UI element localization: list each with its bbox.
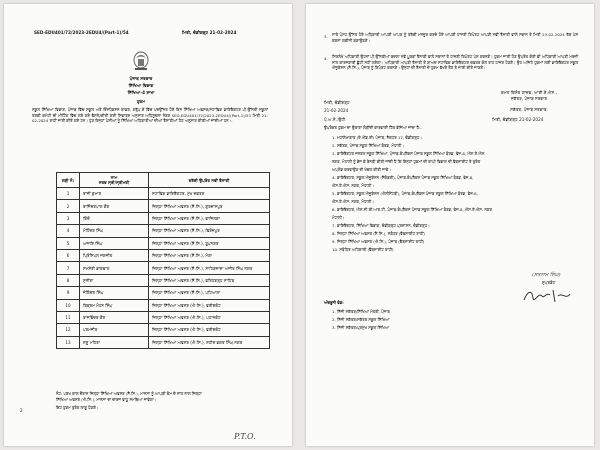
posting-cell: ਜ਼ਿਲ੍ਹਾ ਸਿੱਖਿਆ ਅਫਸਰ (ਸੈ.ਸਿ.), ਫਤਿਹਗੜ੍ਹ ਸਾਹਿਬ xyxy=(149,274,270,286)
internal-copy-item: 3. ਨਿੱਜੀ ਸਕੱਤਰ/ਪ੍ਰਮੁੱਖ ਸਕੂਲ ਸਿੱਖਿਆ xyxy=(332,325,390,330)
serial-cell: 3 xyxy=(57,212,80,224)
page-number: 2 xyxy=(20,408,23,413)
copy-list-item: 3. ਡਾਇਰੈਕਟਰ ਜਨਰਲ ਸਕੂਲ ਸਿੱਖਿਆ, ਪੰਜਾਬ-ਕੰਪਲੈਕਸ ਪੰਜਾਬ ਸਕੂਲ ਸਿੱਖਿਆ ਬੋਰਡ, ਫੇਜ਼-8, ਐਸ.ਏ.ਐਸ. xyxy=(332,151,486,156)
col-posting-header: ਤਰੱਕੀ ਉਪਰੰਤ ਨਵੀਂ ਤੈਨਾਤੀ xyxy=(149,173,270,188)
name-cell: ਬਿਕ੍ਰਮ ਮੋਹਨ ਸਿੰਘ xyxy=(80,299,149,311)
name-cell: ਜੋਗਿੰਦਰ ਸਿੰਘ xyxy=(80,287,149,299)
serial-cell: 11 xyxy=(57,311,80,323)
posting-cell: ਜ਼ਿਲ੍ਹਾ ਸਿੱਖਿਆ ਅਫਸਰ (ਐ.ਸਿ.), ਪਠਾਨਕੋਟ xyxy=(149,311,270,323)
posting-cell: ਜ਼ਿਲ੍ਹਾ ਸਿੱਖਿਆ ਅਫਸਰ (ਐ.ਸਿ.), ਫਰੀਦਕੋਟ xyxy=(149,324,270,336)
table-row xyxy=(57,212,270,224)
reference-date: ਮਿਤੀ, ਚੰਡੀਗੜ੍ਹ 21-02-2024 xyxy=(182,30,237,35)
copy-list-item: ਐਸ.ਏ.ਐਸ. ਨਗਰ, ਮੋਹਾਲੀ। xyxy=(332,183,374,188)
table-row xyxy=(57,200,270,212)
paragraph-3: ਸਾਰੇ ਪੋਸਟ-ਉੱਨਤ ਹੋਏ ਅਧਿਕਾਰੀ ਆਪਣੀ ਆਪਣ ਨੂੰ ਤਰੱਕੀ ਮਨਜ਼ੂਰ ਕਰਦੇ ਹੋਏ ਆਪਣੀ ਹਾਜ਼ਰੀ ਰਿਪੋਰਟ ਆਪਣੀ ਨਵੀਂ ਤੈਨਾਤੀ ਵਾਲੇ ਸਥਾਨ ਤੇ ਮਿਤੀ 23-02-2024 ਤੱਕ ਪੇਸ਼ ਕਰਨਾ ਯਕੀਨੀ ਬਣਾਉਣਗੇ। xyxy=(332,32,578,43)
order-heading: ਹੁਕਮ xyxy=(136,99,146,104)
name-cell: ਮੋਹਿੰਦਰ ਸਿੰਘ xyxy=(80,225,149,237)
copy-intro: ਉਪਰੋਕਤ ਹੁਕਮ ਦਾ ਉਤਾਰਾ ਲੋੜੀਂਦੀ ਕਾਰਵਾਈ ਹਿੱਤ ਭੇਜਿਆ ਜਾਂਦਾ ਹੈ:- xyxy=(324,125,422,130)
copy-list-item: 6. ਡਾਇਰੈਕਟਰ, ਐਸ.ਸੀ.ਈ.ਆਰ.ਟੀ. ਪੰਜਾਬ-ਕੰਪਲੈਕਸ ਪੰਜਾਬ ਸਕੂਲ ਸਿੱਖਿਆ ਬੋਰਡ, ਫੇਜ਼-8, ਐਸ.ਏ.ਐਸ. ਨਗਰ xyxy=(332,207,492,212)
serial-cell: 1 xyxy=(57,188,80,200)
table-row xyxy=(57,287,270,299)
name-cell: ਪ੍ਰਿੰਸਿਪਲ ਜਗਜੀਤ xyxy=(80,249,149,261)
posting-cell: ਜ਼ਿਲ੍ਹਾ ਸਿੱਖਿਆ ਅਫਸਰ (ਐ.ਸਿ.), ਸ਼ਹੀਦ ਭਗਤ ਸਿੰਘ ਨਗਰ xyxy=(149,336,270,348)
name-cell: ਰਾਜੀ ਕੁਮਾਰ xyxy=(80,188,149,200)
posting-cell: ਜ਼ਿਲ੍ਹਾ ਸਿੱਖਿਆ ਅਫਸਰ (ਸੈ.ਸਿ.), ਗੁਰਦਾਸਪੁਰ xyxy=(149,200,270,212)
margin-numeral-4: 4. xyxy=(324,56,328,61)
department-label: ਸਿੱਖਿਆ ਵਿਭਾਗ xyxy=(128,83,154,88)
table-header-row xyxy=(57,173,270,188)
serial-cell: 4 xyxy=(57,225,80,237)
table-row xyxy=(57,249,270,261)
reference-number: SED-EDU401/72/2023-2EDU4/(Part-1)/54 xyxy=(34,30,129,35)
signatory-title: ਸਕੱਤਰ, ਪੰਜਾਬ ਸਰਕਾਰ xyxy=(510,96,548,101)
posting-cell: ਜ਼ਿਲ੍ਹਾ ਸਿੱਖਿਆ ਅਫਸਰ (ਸੈ.ਸਿ.), ਸਾਹਿਬਜ਼ਾਦਾ ਅਜੀਤ ਸਿੰਘ ਨਗਰ xyxy=(149,262,270,274)
serial-cell: 7 xyxy=(57,262,80,274)
posting-cell: ਜ਼ਿਲ੍ਹਾ ਸਿੱਖਿਆ ਅਫਸਰ (ਸੈ.ਸਿ.), ਫਾਜ਼ਿਲਕਾ xyxy=(149,212,270,224)
col-name-header: ਨਾਮ ਸਰਵ ਸ੍ਰੀ/ਸ੍ਰੀਮਤੀ xyxy=(80,173,149,188)
name-cell: ਰਾਜਿੰਦਰਪਾਲ ਕੌਰ xyxy=(80,200,149,212)
table-row xyxy=(57,311,270,323)
serial-cell: 2 xyxy=(57,200,80,212)
paragraph-4: ਸਿਰਲੇਖੇ ਅਧਿਕਾਰੀ ਉਹਨਾਂ ਪੀ-ਉੱਨਤੀਆਂ ਬਦਲਾ ਨਵੇਂ ਪੂਰਬਾਂ ਤੈਨਾਤੀ ਵਾਲੇ ਸਥਾਨਾਂ ਤੇ ਹਾਜ਼ਰੀ ਰਿਪੋਰਟ ਪੇਸ਼ ਕਰਨਗੇ। ਹੁਕਮ ਜਾਰੀ ਹੋਣ ਉਪਰੰਤ ਕੋਈ ਵੀ ਅਧਿਕਾਰੀ ਆਪਣੀ ਮਰਜ਼ੀ ਨਾਲ ਕਾਰਜਕਾਰੀ ਛੁੱਟੀ ਨਹੀਂ ਲਏਗਾ। ਅਧਿਕਾਰੀ ਆਪਣੀ ਤੈਨਾਤੀ ਤੋਂ ਬਾਅਦ ਸਟਾਫਿਕ ਡਾਇਰੈਕਟਰ ਦਫ਼ਤਰ ਕੋਲ ਰਾਹ ਹਾਜ਼ਰ ਹੋਣਗੇ। ਉਹ ਅਜਿਹੇ ਹੁਕਮਾਂ ਲਈ ਡਾਇਰੈਕਟਰ ਸਕੂਲ ਐਜੂਕੇਸ਼ਨ (ਸੈ.ਸਿ.), ਪੰਜਾਬ ਨੂੰ ਰਿਪੋਰਟ ਕਰਨਗੇ। ਉਨ੍ਹਾਂ ਦੀ ਤੈਨਾਤੀ ਦੇ ਹੁਕਮ ਵੱਖਰੇ ਤੌਰ ਤੇ ਜਾਰੀ ਕੀਤੇ ਜਾਣਗੇ। xyxy=(332,54,578,71)
footnote-line-2: ਸਿੱਖਿਆ ਅਫਸਰ (ਐ.ਸਿ.), ਮਾਨਸਾ ਦਾ ਚਾਰਜ ਵਾਧੂ ਸਮਝਿਆ ਜਾਵੇਗਾ। xyxy=(56,397,157,402)
endorse-place: ਮਿਤੀ, ਚੰਡੀਗੜ੍ਹ xyxy=(324,100,350,105)
government-label: ਪੰਜਾਬ ਸਰਕਾਰ xyxy=(129,76,153,81)
internal-copy-item: 2. ਨਿੱਜੀ ਸਕੱਤਰ/ਸਕੱਤਰ ਸਕੂਲ ਸਿੱਖਿਆ xyxy=(332,317,390,322)
copy-list-item: 5. ਡਾਇਰੈਕਟਰ, ਸਕੂਲ ਐਜੂਕੇਸ਼ਨ (ਐਲੀਮੈਂਟਰੀ), ਪੰਜਾਬ-ਕੰਪਲੈਕਸ ਪੰਜਾਬ ਸਕੂਲ ਸਿੱਖਿਆ ਬੋਰਡ, ਫੇਜ਼-8, xyxy=(332,191,478,196)
copy-list-item: 2. ਸਕੱਤਰ, ਪੰਜਾਬ ਸਕੂਲ ਸਿੱਖਿਆ ਬੋਰਡ, ਮੋਹਾਲੀ। xyxy=(332,143,404,148)
name-cell: ਰਾਜਵਿੰਦਰ ਕੌਰ xyxy=(80,311,149,323)
footnote-line-1: ਨੋਟ: ਪਰਖ ਕਾਲ ਦੌਰਾਨ ਜ਼ਿਲ੍ਹਾ ਸਿੱਖਿਆ ਅਫਸਰ (ਸੈ.ਸਿ.), ਮਾਨਸਾ ਨੂੰ ਆਪਣੀ ਕੰਮ ਦੇ ਨਾਲ ਨਾਲ ਜ਼ਿਲ੍ਹਾ xyxy=(56,391,202,396)
government-emblem-icon xyxy=(130,49,152,73)
posting-cell: ਜ਼ਿਲ੍ਹਾ ਸਿੱਖਿਆ ਅਫਸਰ (ਸੈ.ਸਿ.), ਰੂਪਨਗਰ xyxy=(149,237,270,249)
margin-numeral-3: 3. xyxy=(324,34,328,39)
serial-cell: 6 xyxy=(57,249,80,261)
serial-cell: 9 xyxy=(57,287,80,299)
signature-title: ਸੁਪਰਡੰਟ xyxy=(542,280,556,285)
signatory-title-2: ਸਕੱਤਰ, ਪੰਜਾਬ ਸਰਕਾਰ, xyxy=(510,107,548,112)
posting-cell: ਜ਼ਿਲ੍ਹਾ ਸਿੱਖਿਆ ਅਫਸਰ (ਸੈ.ਸਿ.), ਮੋਗਾ xyxy=(149,249,270,261)
serial-cell: 10 xyxy=(57,299,80,311)
serial-cell: 13 xyxy=(57,336,80,348)
endorse-number-date: ਮਿਤੀ, ਚੰਡੀਗੜ੍ਹ 21-02-2024 xyxy=(492,117,544,122)
right-page xyxy=(306,4,594,446)
endorse-date: 21-02-2024 xyxy=(324,108,349,113)
table-row xyxy=(57,225,270,237)
table-row xyxy=(57,262,270,274)
posting-cell: ਸਟਾਫਿਕ ਡਾਇਰੈਕਟਰ, ਮੁੱਖ ਦਫ਼ਤਰ xyxy=(149,188,270,200)
table-row xyxy=(57,299,270,311)
table-row xyxy=(57,324,270,336)
internal-copy-item: 1. ਨਿੱਜੀ ਸਕੱਤਰ/ਸਿੱਖਿਆ ਮੰਤਰੀ, ਪੰਜਾਬ xyxy=(332,309,390,314)
serial-cell: 5 xyxy=(57,237,80,249)
name-cell: ਗਿੰਦੋ xyxy=(80,212,149,224)
order-paragraph: ਸਕੂਲ ਸਿੱਖਿਆ ਵਿਭਾਗ, ਪੰਜਾਬ ਵਿੱਚ ਸਕੂਲ ਅਤੇ ਇੰਸਪੈਕਸ਼ਨ ਕਾਡਰ, ਗਰੁੱਪ-ਏ ਵਿੱਚ ਪਦਉੱਨਤ ਹੋਏ ਇਸ ਸਿੱਖਿਆ ਅਫਸਰ/ਸਟਾਫਿਕ ਡਾਇਰੈਕਟਰ ਪੀ-ਉੱਨਤੀ ਸਕੂਲਾਂ ਤਰਕੀ ਕਮੇਟੀ ਦੀ ਮੀਟਿੰਗ ਵਿੱਚ ਲਏ ਗਏ ਫੈਸਲੇ/ਕੀਤੀ ਗਈ ਸਿਫਾਰਸ਼ ਅਨੁਸਾਰ ਅਧਿਸੂਚਨਾ ਨੰਬਰ SED-EDU401/72/2023-2EDU4/(Part-1)/53 ਮਿਤੀ 21-02-2024 ਰਾਹੀਂ ਜਾਰੀ ਕੀਤੇ ਗਏ ਹਨ। ਹੁਣ ਇਨ੍ਹਾਂ ਪੇਸ਼ੀਆਂ ਨੂੰ ਸਿੱਖਿਆ ਅਧਿਕਾਰੀਆਂ ਦੀਆਂ ਤੈਨਾਤੀਆਂ ਹੇਠ ਅਨੁਸਾਰ ਕੀਤੀਆਂ ਜਾਂਦੀਆਂ ਹਨ :- xyxy=(32,107,268,124)
serial-cell: 8 xyxy=(57,274,80,286)
table-row xyxy=(57,188,270,200)
col-serial-header: ਲੜੀ ਨੰ: xyxy=(57,173,80,188)
signature-name: (ਸਤਨਾਮ ਸਿੰਘ) xyxy=(532,272,561,278)
name-cell: ਅਜਾਇ ਸਿੰਘ xyxy=(80,237,149,249)
left-page xyxy=(4,4,292,446)
posting-cell: ਜ਼ਿਲ੍ਹਾ ਸਿੱਖਿਆ ਅਫਸਰ (ਐ.ਸਿ.), ਫਰੀਦਕੋਟ xyxy=(149,299,270,311)
table-row xyxy=(57,237,270,249)
table-row xyxy=(57,274,270,286)
copy-list-item: ਅਪਲੋਡ ਕਰਵਾਉਣ ਦੀ ਖੇਚਲ ਕੀਤੀ ਜਾਵੇ। xyxy=(332,167,391,172)
footnote-line-3: ਇਹ ਹੁਕਮ ਤੁਰੰਤ ਲਾਗੂ ਹੋਣਗੇ। xyxy=(56,405,99,410)
copy-list-item: 8. ਜ਼ਿਲ੍ਹਾ ਸਿੱਖਿਆ ਅਫਸਰ (ਸੈ.ਸਿ.), ਸਬੰਧਤ (ਵੈਬਸਾਈਟ ਰਾਹੀਂ) xyxy=(332,231,425,236)
signatory-name: ਕਮਲ ਕਿਸ਼ੋਰ ਯਾਦਵ, ਆਈ.ਏ.ਐਸ., xyxy=(501,90,557,95)
copy-list-item: 1. ਮਹਾਂਲੇਖਾਕਾਰ (ਏ.ਐਂਡ.ਈ) ਪੰਜਾਬ, ਸੈਕਟਰ 17, ਚੰਡੀਗੜ੍ਹ। xyxy=(332,135,422,140)
copy-list-item: ਮੋਹਾਲੀ। xyxy=(332,215,345,220)
internal-copy-heading: ਅੰਦਰੂਨੀ ਵੰਡ: xyxy=(324,300,344,305)
copy-list-item: 9. ਜ਼ਿਲ੍ਹਾ ਸਿੱਖਿਆ ਅਫਸਰ (ਐ.ਸਿ.), ਪੰਜਾਬ (ਵੈਬਸਾਈਟ ਰਾਹੀਂ) xyxy=(332,239,425,244)
copy-list-item: ਨਗਰ, ਮੋਹਾਲੀ ਨੂੰ ਭੇਜ ਕੇ ਬੇਨਤੀ ਕੀਤੀ ਜਾਂਦੀ ਹੈ ਕਿ ਇਨ੍ਹਾਂ ਹੁਕਮਾਂ ਦੀ ਕਾਪੀ ਵਿਭਾਗ ਦੀ ਵੈਬਸਾਈਟ ਤੇ ਤੁਰੰਤ xyxy=(332,159,481,164)
posting-cell: ਜ਼ਿਲ੍ਹਾ ਸਿੱਖਿਆ ਅਫਸਰ (ਸੈ.ਸਿ.), ਫਿਰੋਜ਼ਪੁਰ xyxy=(149,225,270,237)
name-cell: ਸੁਨੀਤਾ xyxy=(80,274,149,286)
name-cell: ਪਰਮਜੀਤ xyxy=(80,324,149,336)
endorse-number: ਪੰ.ਅ.ਨੰ.:ਉਹੀ xyxy=(324,117,346,122)
pto-handwritten: P.T.O. xyxy=(234,432,256,441)
branch-label: ਸਿੱਖਿਆ-4 ਸ਼ਾਖਾ xyxy=(127,90,155,95)
copy-list-item: 7. ਡਾਇਰੈਕਟਰ, ਸਿੱਖਿਆ ਵਿਭਾਗ, ਚੰਡੀਗੜ੍ਹ ਪ੍ਰਸ਼ਾਸਨ, ਚੰਡੀਗੜ੍ਹ। xyxy=(332,223,430,228)
posting-cell: ਜ਼ਿਲ੍ਹਾ ਸਿੱਖਿਆ ਅਫਸਰ (ਸੈ.ਸਿ.), ਪਟਿਆਲਾ xyxy=(149,287,270,299)
postings-table xyxy=(56,172,270,349)
name-cell: ਸ਼ਸ਼ੂ ਮਹਿਰਾ xyxy=(80,336,149,348)
copy-list-item: 4. ਡਾਇਰੈਕਟਰ, ਸਕੂਲ ਐਜੂਕੇਸ਼ਨ (ਸੈਕੰਡਰੀ), ਪੰਜਾਬ-ਕੰਪਲੈਕਸ ਪੰਜਾਬ ਸਕੂਲ ਸਿੱਖਿਆ ਬੋਰਡ, ਫੇਜ਼-8, xyxy=(332,175,474,180)
copy-list-item: 10. ਸਬੰਧਿਤ ਅਧਿਕਾਰੀ (ਵੈਬਸਾਈਟ ਰਾਹੀਂ) xyxy=(332,247,394,252)
name-cell: ਸਮਸ਼ੇਰੀ ਡਾਕਵਾਲ xyxy=(80,262,149,274)
table-row xyxy=(57,336,270,348)
handwritten-signature xyxy=(520,286,576,308)
copy-list-item: ਐਸ.ਏ.ਐਸ. ਨਗਰ, ਮੋਹਾਲੀ। xyxy=(332,199,374,204)
serial-cell: 12 xyxy=(57,324,80,336)
